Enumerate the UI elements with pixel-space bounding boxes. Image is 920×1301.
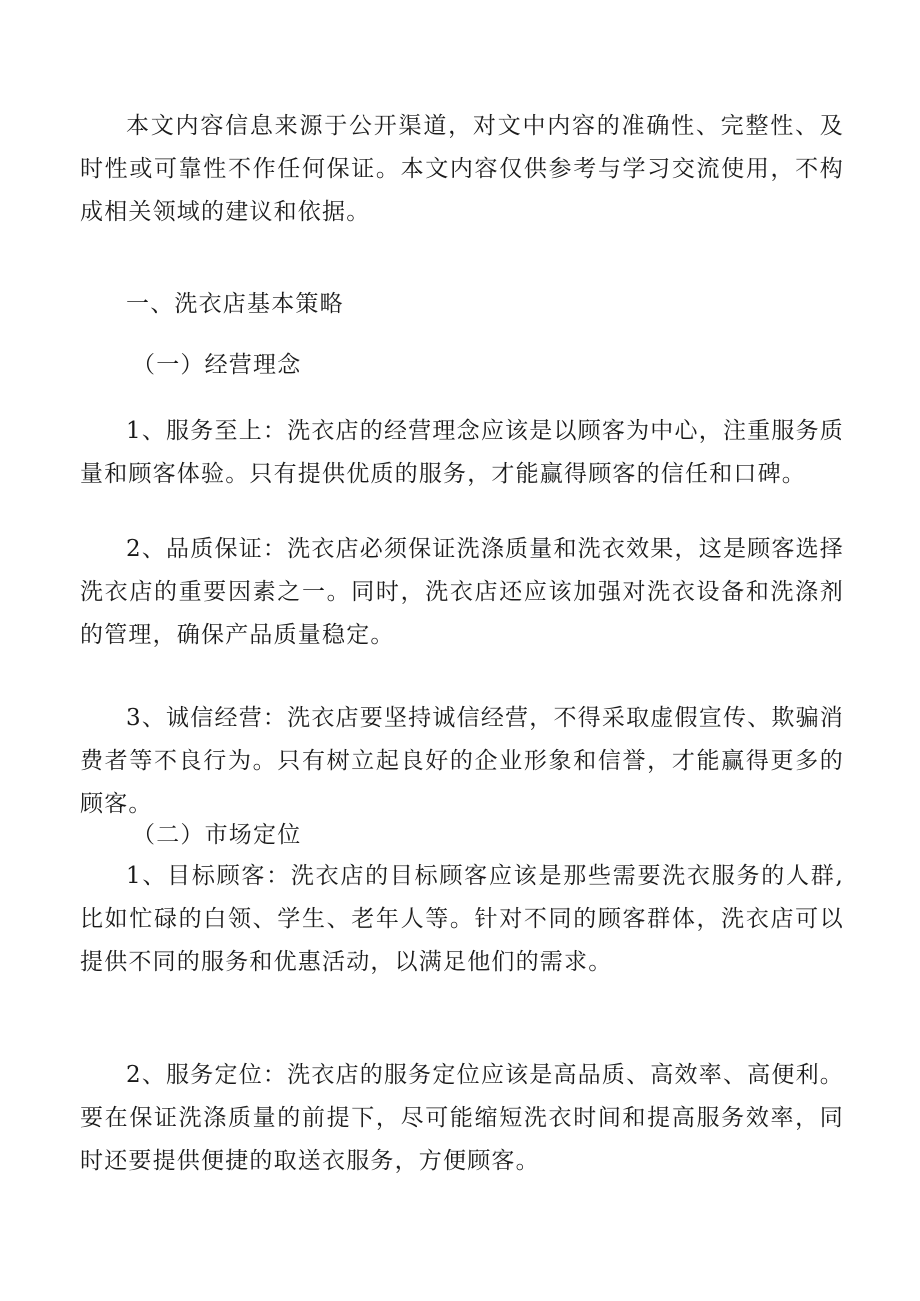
list-item-service-positioning: 2、服务定位：洗衣店的服务定位应该是高品质、高效率、高便利。要在保证洗涤质量的前提下，尽可能缩短洗衣时间和提高服务效率，同时还要提供便捷的取送衣服务，方便顾客。 [80,1062,844,1174]
list-item-service-first: 1、服务至上：洗衣店的经营理念应该是以顾客为中心，注重服务质量和顾客体验。只有提供优质的服务，才能赢得顾客的信任和口碑。 [80,418,844,487]
section-heading: 一、洗衣店基本策略 [126,291,344,317]
list-item-honest-operation: 3、诚信经营：洗衣店要坚持诚信经营，不得采取虚假宣传、欺骗消费者等不良行为。只有树立起良好的企业形象和信誉，才能赢得更多的顾客。 [80,705,844,817]
disclaimer-paragraph: 本文内容信息来源于公开渠道，对文中内容的准确性、完整性、及时性或可靠性不作任何保证。本文内容仅供参考与学习交流使用，不构成相关领域的建议和依据。 [80,113,844,225]
list-item-target-customers: 1、目标顾客：洗衣店的目标顾客应该是那些需要洗衣服务的人群,比如忙碌的白领、学生、老年人等。针对不同的顾客群体，洗衣店可以提供不同的服务和优惠活动，以满足他们的需求。 [80,863,844,975]
subsection-heading: （一）经营理念 [132,352,302,378]
subsection-heading: （二）市场定位 [132,822,302,848]
list-item-quality-assurance: 2、品质保证：洗衣店必须保证洗涤质量和洗衣效果，这是顾客选择洗衣店的重要因素之一。同时，洗衣店还应该加强对洗衣设备和洗涤剂的管理，确保产品质量稳定。 [80,536,844,648]
